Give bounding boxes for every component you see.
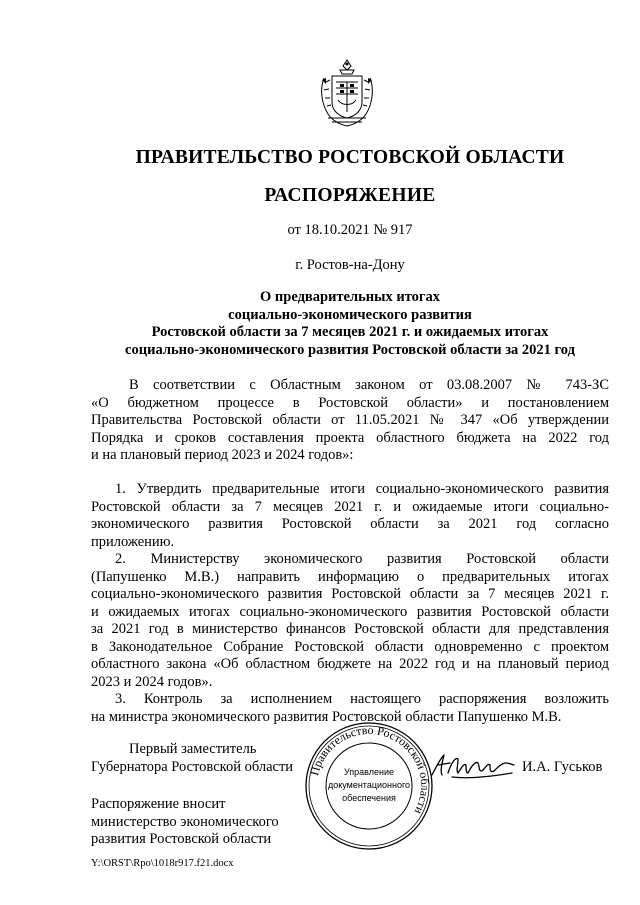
paragraph-line: (Папушенко М.В.) направить информацию о предварительных итогах <box>91 568 609 585</box>
paragraph-line: 2023 и 2024 годов». <box>91 673 213 690</box>
paragraph-line: Ростовской области за 7 месяцев 2021 г. и ожидаемые итоги социально- <box>91 498 609 515</box>
subject-line: Ростовской области за 7 месяцев 2021 г. и ожидаемых итогах <box>151 324 549 340</box>
stamp-inner-line: обеспечения <box>342 793 396 803</box>
item-2 <box>91 551 609 691</box>
stamp-outer-text: Правительство Ростовской области <box>307 722 433 817</box>
decision-items <box>91 481 609 726</box>
document-city: г. Ростов-на-Дону <box>295 257 405 273</box>
paragraph-line: в Законодательное Собрание Ростовской области одновременно с проектом <box>91 638 609 655</box>
signer-position-line: Первый заместитель <box>129 741 257 757</box>
note-line: Распоряжение вносит <box>91 796 226 812</box>
note-line: министерство экономического <box>91 813 279 830</box>
document-date-number: от 18.10.2021 № 917 <box>287 222 413 238</box>
stamp-inner-line: Управление <box>343 767 395 777</box>
item-1 <box>91 481 609 551</box>
paragraph-line: экономического развития Ростовской области за 2021 год согласно <box>91 516 609 532</box>
signer-name: И.А. Гуськов <box>522 759 603 775</box>
preamble-paragraph <box>91 377 609 465</box>
subject-line: социально-экономического развития <box>228 306 472 323</box>
signer-position-line: Губернатора Ростовской области <box>91 758 294 775</box>
handwritten-signature <box>428 749 518 781</box>
paragraph-line: «О бюджетном процессе в Ростовской области» и постановлением <box>91 394 609 411</box>
paragraph-line: В соответствии с Областным законом от 03.08.2007 № 743-ЗС <box>129 377 609 393</box>
paragraph-line: 1. Утвердить предварительные итоги социально-экономического развития <box>115 481 609 497</box>
paragraph-line: и на плановый период 2023 и 2024 годов»: <box>91 447 354 463</box>
official-stamp <box>303 720 435 852</box>
file-path: Y:\ORST\Rpo\1018r917.f21.docx <box>91 858 234 869</box>
subject-line: социально-экономического развития Ростовской области за 2021 год <box>125 341 575 358</box>
subject-line: О предварительных итогах <box>260 289 440 305</box>
paragraph-line: на министра экономического развития Ростовской области Папушенко М.В. <box>91 708 562 725</box>
paragraph-line: за 2021 год в министерство финансов Ростовской области для представления <box>91 621 609 637</box>
submitted-by-note <box>91 796 279 849</box>
rostov-region-coat-of-arms-icon <box>318 58 376 128</box>
paragraph-line: областного закона «Об областном бюджете на 2022 год и на плановый период <box>91 656 609 672</box>
stamp-inner-line: документационного <box>327 780 411 790</box>
paragraph-line: 2. Министерству экономического развития Ростовской области <box>115 551 609 567</box>
paragraph-line: и ожидаемых итогах социально-экономического развития Ростовской области <box>91 603 609 620</box>
paragraph-line: Правительства Ростовской области от 11.05.2021 № 347 «Об утверждении <box>91 412 609 428</box>
paragraph-line: приложению. <box>91 533 175 550</box>
paragraph-line: социально-экономического развития Ростовской области за 7 месяцев 2021 г. <box>91 586 609 602</box>
signer-position <box>91 741 293 776</box>
note-line: развития Ростовской области <box>91 831 272 847</box>
document-subject <box>60 289 640 359</box>
government-name: ПРАВИТЕЛЬСТВО РОСТОВСКОЙ ОБЛАСТИ <box>135 147 565 168</box>
paragraph-line: Порядка и сроков составления проекта областного бюджета на 2022 год <box>91 429 609 446</box>
paragraph-line: 3. Контроль за исполнением настоящего распоряжения возложить <box>115 691 609 707</box>
document-type: РАСПОРЯЖЕНИЕ <box>264 185 436 206</box>
